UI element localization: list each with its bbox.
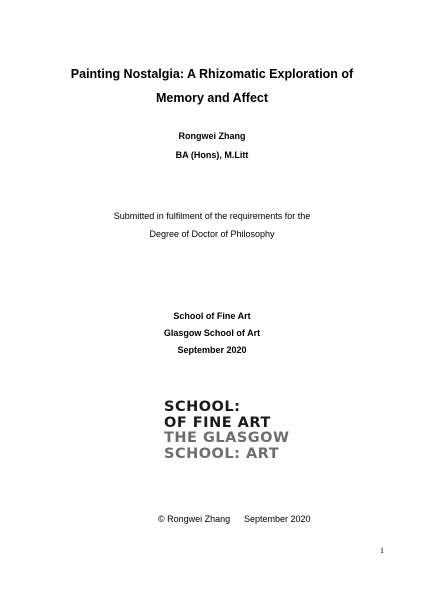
logo-line-3: THE GLASGOW xyxy=(164,430,290,446)
logo-line-1: SCHOOL: xyxy=(164,399,241,415)
author-degrees: BA (Hons), M.Litt xyxy=(175,150,249,160)
page-number: 1 xyxy=(380,546,384,555)
submission-date: September 2020 xyxy=(177,345,247,355)
author-name: Rongwei Zhang xyxy=(178,131,246,141)
school-name: School of Fine Art xyxy=(173,311,251,321)
submission-statement-line-1: Submitted in fulfilment of the requirements for the xyxy=(113,211,311,221)
logo-line-2: OF FINE ART xyxy=(164,414,271,431)
thesis-title-line-1: Painting Nostalgia: A Rhizomatic Exploration of xyxy=(70,67,354,81)
copyright-notice: © Rongwei Zhang xyxy=(158,514,231,524)
copyright-date: September 2020 xyxy=(244,514,311,524)
thesis-title-line-2: Memory and Affect xyxy=(155,91,269,105)
institution-name: Glasgow School of Art xyxy=(163,328,261,338)
submission-statement-line-2: Degree of Doctor of Philosophy xyxy=(149,229,275,239)
logo-line-4: SCHOOL: ART xyxy=(164,445,280,462)
school-logo xyxy=(164,400,304,464)
